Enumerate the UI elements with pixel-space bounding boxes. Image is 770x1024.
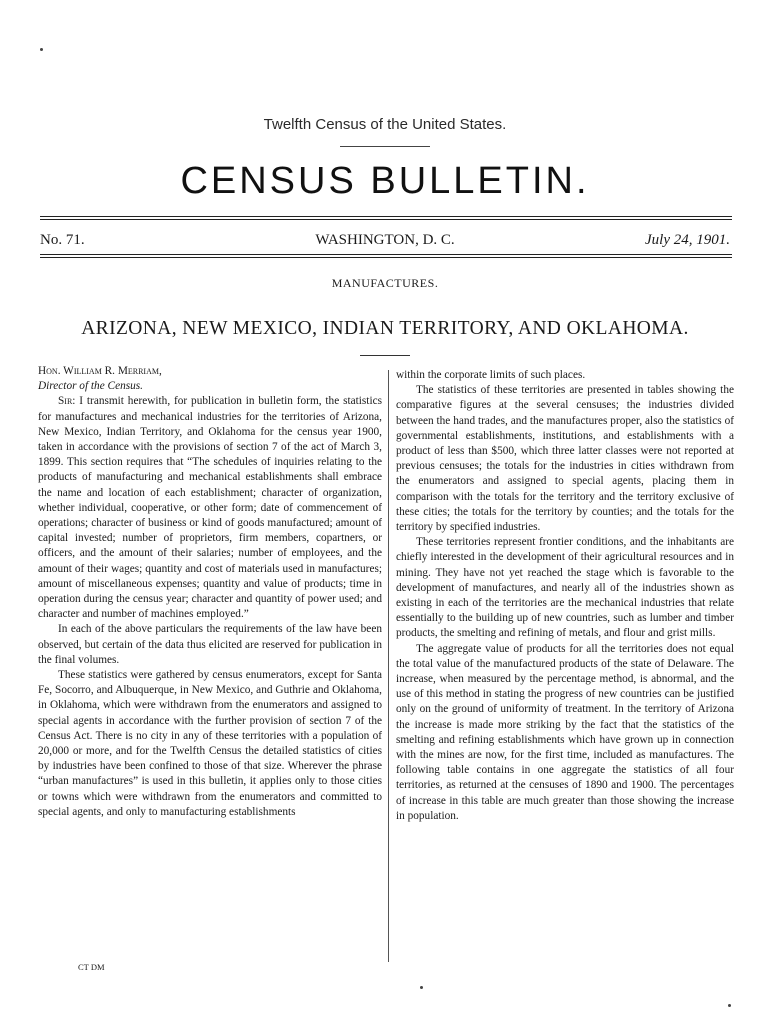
paragraph-5: These territories represent frontier conditions, and the inhabitants are chiefly interested in the development of their agricultural resources and in mining. They have not yet reached the stage which is favorable to the development of manufactures, and nearly all of the industries shown as existing in each of the territories are the mechanical industries that relate essentially to the building up of new countries, such as lumber and timber products, the smelting and refining of metals, and flour and grist mills. (396, 536, 734, 640)
masthead-rule-top (40, 216, 732, 220)
left-column (38, 364, 382, 820)
issue-number: No. 71. (40, 232, 85, 248)
issue-place: WASHINGTON, D. C. (315, 232, 455, 248)
paragraph-3: These statistics were gathered by census enumerators, except for Santa Fe, Socorro, and Albuquerque, in New Mexico, and Guthrie and Oklahoma, in Oklahoma, which were withdrawn from the enumerators and assigned to special agents in accordance with the further provision of section 7 of the Census Act. There is no city in any of these territories with a population of 20,000 or more, and for the Twelfth Census the detailed statistics of cities by industries have been confined to those of that size. Wherever the phrase “urban manufactures” is used in this bulletin, it applies only to those cities or towns which were withdrawn from the enumerators and committed to special agents, and only to manufacturing establishments (38, 669, 382, 818)
headline-rule (360, 355, 410, 356)
paper-speck (728, 1004, 731, 1007)
paragraph-3-continued: within the corporate limits of such places. (396, 369, 586, 381)
recipient-title: Director of the Census. (38, 380, 144, 393)
paragraph-6: The aggregate value of products for all the territories does not equal the total value of the manufactured products of the state of Delaware. The increase, when measured by the percentage method, is abnormal, and the use of this method in stating the progress of new countries can be justified only on the ground of uniformity of treatment. In the territory of Arizona the increase is made more striking by the fact that the statistics of the smelting and refining establishments which have grown up in connection with the mines are now, for the first time, included as manufactures. The following table contains in one aggregate the statistics of all four territories, as returned at the censuses of 1890 and 1900. The percentages of increase in this table are much greater than those showing the increase in population. (396, 642, 734, 822)
short-rule (340, 146, 430, 147)
section-heading: MANUFACTURES. (331, 276, 439, 290)
headline: ARIZONA, NEW MEXICO, INDIAN TERRITORY, AND OKLAHOMA. (81, 318, 689, 339)
column-divider (388, 370, 389, 962)
paper-speck (40, 48, 43, 51)
right-column (396, 368, 734, 824)
paragraph-2: In each of the above particulars the requirements of the law have been observed, but certain of the data thus elicited are reserved for publication in the final volumes. (38, 623, 382, 666)
printer-mark: CT DM (78, 962, 105, 972)
bulletin-title: CENSUS BULLETIN. (180, 160, 590, 202)
salutation: Sir: (58, 395, 76, 408)
recipient: Hon. William R. Merriam, (38, 365, 162, 377)
paper-speck (420, 986, 423, 989)
masthead-rule-bottom (40, 254, 732, 258)
paragraph-1-text: I transmit herewith, for publication in bulletin form, the statistics for manufactures and mechanical industries for the territories of Arizona, New Mexico, Indian Territory, and Oklahoma for the census year 1900, taken in accordance with the provisions of section 7 of the act of March 3, 1899. This section requires that “The schedules of inquiries relating to the products of manufacturing and mechanical establishments shall embrace the name and location of each establishment; character of organization, whether individual, cooperative, or other form; date of commencement of operations; character of business or kind of goods manufactured; amount of capital invested; number of proprietors, firm members, copartners, or officers, and the amount of their salaries; number of employees, and the amount of their wages; quantity and cost of materials used in manufactures; amount of miscellaneous expenses; quantity and value of products; time in operation during the census year; character and quantity of power used; and character and number of machines employed.” (38, 395, 382, 621)
issue-date: July 24, 1901. (645, 232, 730, 248)
paragraph-4: The statistics of these territories are presented in tables showing the comparative figures at the several censuses; the industries divided between the hand trades, and the manufactures proper, also the statistics of governmental establishments, institutions, and establishments with a product of less than $500, which three latter classes were not reported at previous censuses; the totals for the industries in cities withdrawn from the enumerators and assigned to special agents, placing them in comparison with the totals for the territory and the territory exclusive of these cities; the totals for the territory by counties; and the totals for the territory by specified industries. (396, 384, 734, 534)
census-line: Twelfth Census of the United States. (263, 116, 507, 133)
paragraph-1 (38, 394, 382, 622)
